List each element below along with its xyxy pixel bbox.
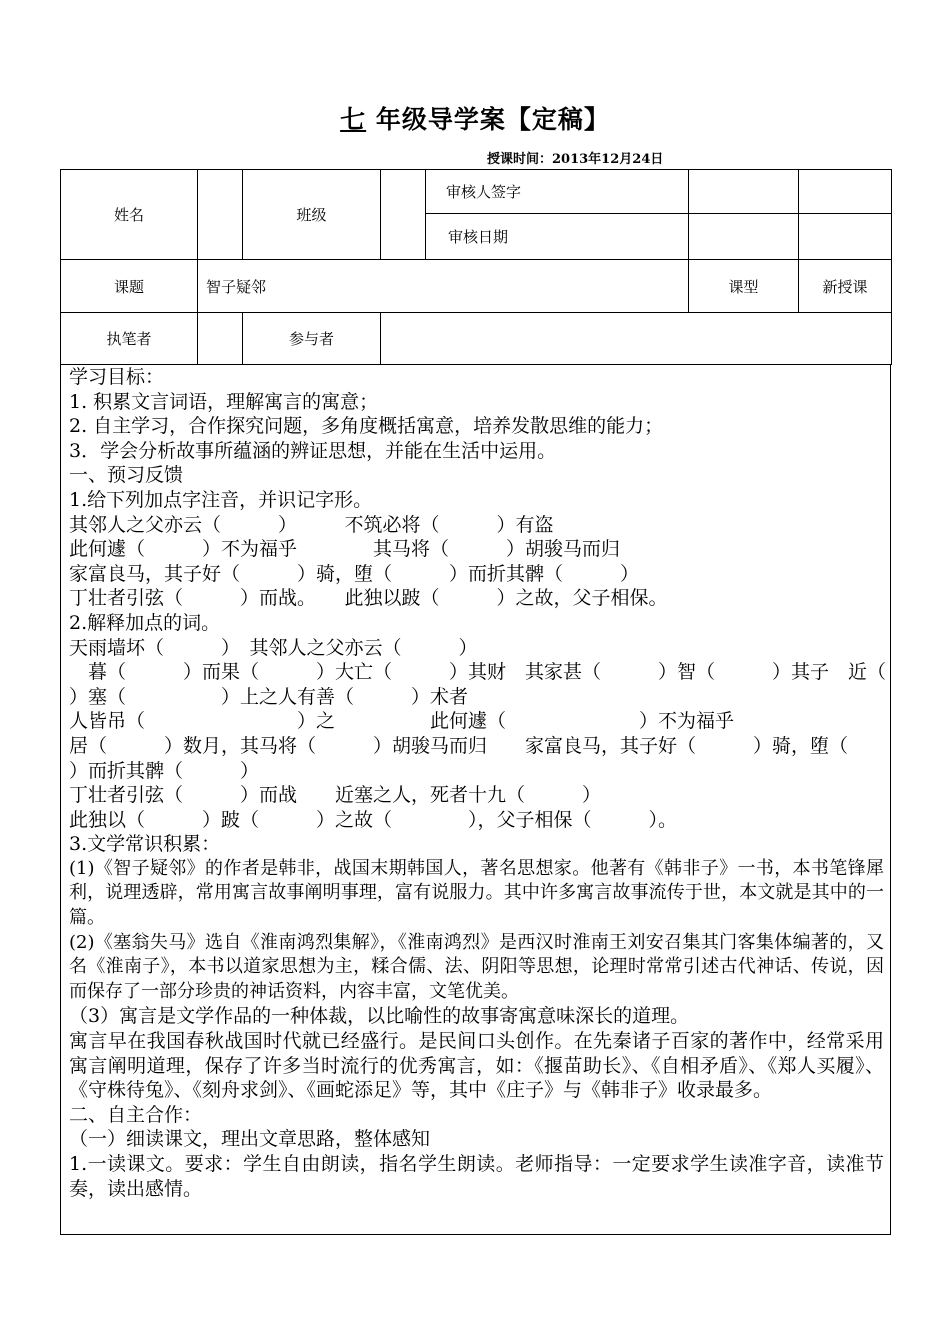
explain-exercise-line: 人皆吊（ ）之 此何遽（ ）不为福乎: [69, 710, 735, 733]
lesson-type-label: 课型: [689, 260, 799, 313]
objective-item: 1. 积累文言词语，理解寓言的寓意；: [69, 390, 379, 413]
pinyin-exercise-line: 其邻人之父亦云（ ） 不筑必将（ ）有盗: [69, 513, 554, 536]
explain-exercise-line: 此独以（ ）跛（ ）之故（ ），父子相保（ ）。: [69, 808, 678, 831]
page-title: [0, 100, 950, 136]
participant-value-cell[interactable]: [381, 313, 892, 365]
objective-item: 2. 自主学习，合作探究问题，多角度概括寓意，培养发散思维的能力；: [69, 415, 664, 438]
pinyin-exercise-line: 丁壮者引弦（ ）而战。 此独以跛（ ）之故，父子相保。: [69, 587, 668, 610]
review-date-cell[interactable]: [689, 214, 799, 260]
topic-value: 智子疑邻: [198, 260, 689, 313]
info-table: [60, 169, 892, 365]
review-date-label: 审核日期: [426, 214, 689, 260]
explain-exercise-line: 居（ ）数月，其马将（ ）胡骏马而归 家富良马，其子好（ ）骑，堕（: [69, 734, 849, 757]
explain-exercise-line: ）塞（ ）上之人有善（ ）术者: [69, 685, 469, 708]
objectives-title: 学习目标：: [69, 366, 165, 388]
explain-exercise-line: 暮（ ）而果（ ）大亡（ ）其财 其家甚（ ）智（ ）其子 近（: [69, 661, 887, 684]
section-title: 二、自主合作：: [69, 1103, 203, 1126]
explain-exercise-line: 丁壮者引弦（ ）而战 近塞之人，死者十九（ ）: [69, 784, 602, 807]
name-value-cell[interactable]: [198, 170, 243, 260]
explain-exercise-line: 天雨墙坏（ ） 其邻人之父亦云（ ）: [69, 636, 478, 659]
topic-label: 课题: [61, 260, 198, 313]
lesson-type-value: 新授课: [799, 260, 892, 313]
class-label: 班级: [243, 170, 381, 260]
author-value-cell[interactable]: [198, 313, 243, 365]
literature-note: 寓言早在我国春秋战国时代就已经盛行。是民间口头创作。在先秦诸子百家的著作中，经常采用寓言阐明道理，保存了许多当时流行的优秀寓言，如：《揠苗助长》、《自相矛盾》、《郑人买履》、《守株待兔》、《刻舟求剑》、《画蛇添足》等，其中《庄子》与《韩非子》收录最多。: [69, 1030, 884, 1102]
reviewer-sign-label: 审核人签字: [426, 170, 689, 214]
sub-section-title: （一）细读课文，理出文章思路，整体感知: [69, 1128, 431, 1151]
author-label: 执笔者: [61, 313, 198, 365]
title-main: 年级导学案【定稿】: [375, 105, 610, 134]
question-title: 2.解释加点的词。: [69, 611, 221, 634]
reading-task: 1.一读课文。要求：学生自由朗读，指名学生朗读。老师指导：一定要求学生读准字音，读准节奏，读出感情。: [69, 1153, 884, 1200]
question-title: 3.文学常识积累：: [69, 833, 221, 856]
reviewer-sign-cell[interactable]: [689, 170, 799, 214]
question-title: 1.给下列加点字注音，并识记字形。: [69, 488, 373, 511]
literature-note: (1)《智子疑邻》的作者是韩非，战国末期韩国人，著名思想家。他著有《韩非子》一书，本书笔锋犀利，说理透辟，常用寓言故事阐明事理，富有说服力。其中许多寓言故事流传于世，本文就是其中的一篇。: [69, 857, 884, 929]
review-date-extra-cell: [799, 214, 892, 260]
name-label: 姓名: [61, 170, 198, 260]
participant-label: 参与者: [243, 313, 381, 365]
literature-note: (2)《塞翁失马》选自《淮南鸿烈集解》，《淮南鸿烈》是西汉时淮南王刘安召集其门客集体编著的，又名《淮南子》，本书以道家思想为主，糅合儒、法、阴阳等思想，论理时常常引述古代神话、传说，因而保存了一部分珍贵的神话资料，内容丰富，文笔优美。: [69, 931, 884, 1002]
class-value-cell[interactable]: [381, 170, 426, 260]
objective-item: 3．学会分析故事所蕴涵的辨证思想，并能在生活中运用。: [69, 439, 557, 462]
pinyin-exercise-line: 家富良马，其子好（ ）骑，堕（ ）而折其髀（ ）: [69, 562, 640, 585]
pinyin-exercise-line: 此何遽（ ）不为福乎 其马将（ ）胡骏马而归: [69, 538, 621, 561]
explain-exercise-line: ）而折其髀（ ）: [69, 759, 260, 782]
reviewer-sign-extra-cell: [799, 170, 892, 214]
title-grade: 七: [340, 105, 367, 134]
literature-note: （3）寓言是文学作品的一种体裁，以比喻性的故事寄寓意味深长的道理。: [69, 1005, 690, 1028]
lesson-date: 授课时间：2013年12月24日: [487, 152, 664, 167]
section-title: 一、预习反馈: [69, 464, 184, 487]
guide-content: [60, 364, 891, 1235]
